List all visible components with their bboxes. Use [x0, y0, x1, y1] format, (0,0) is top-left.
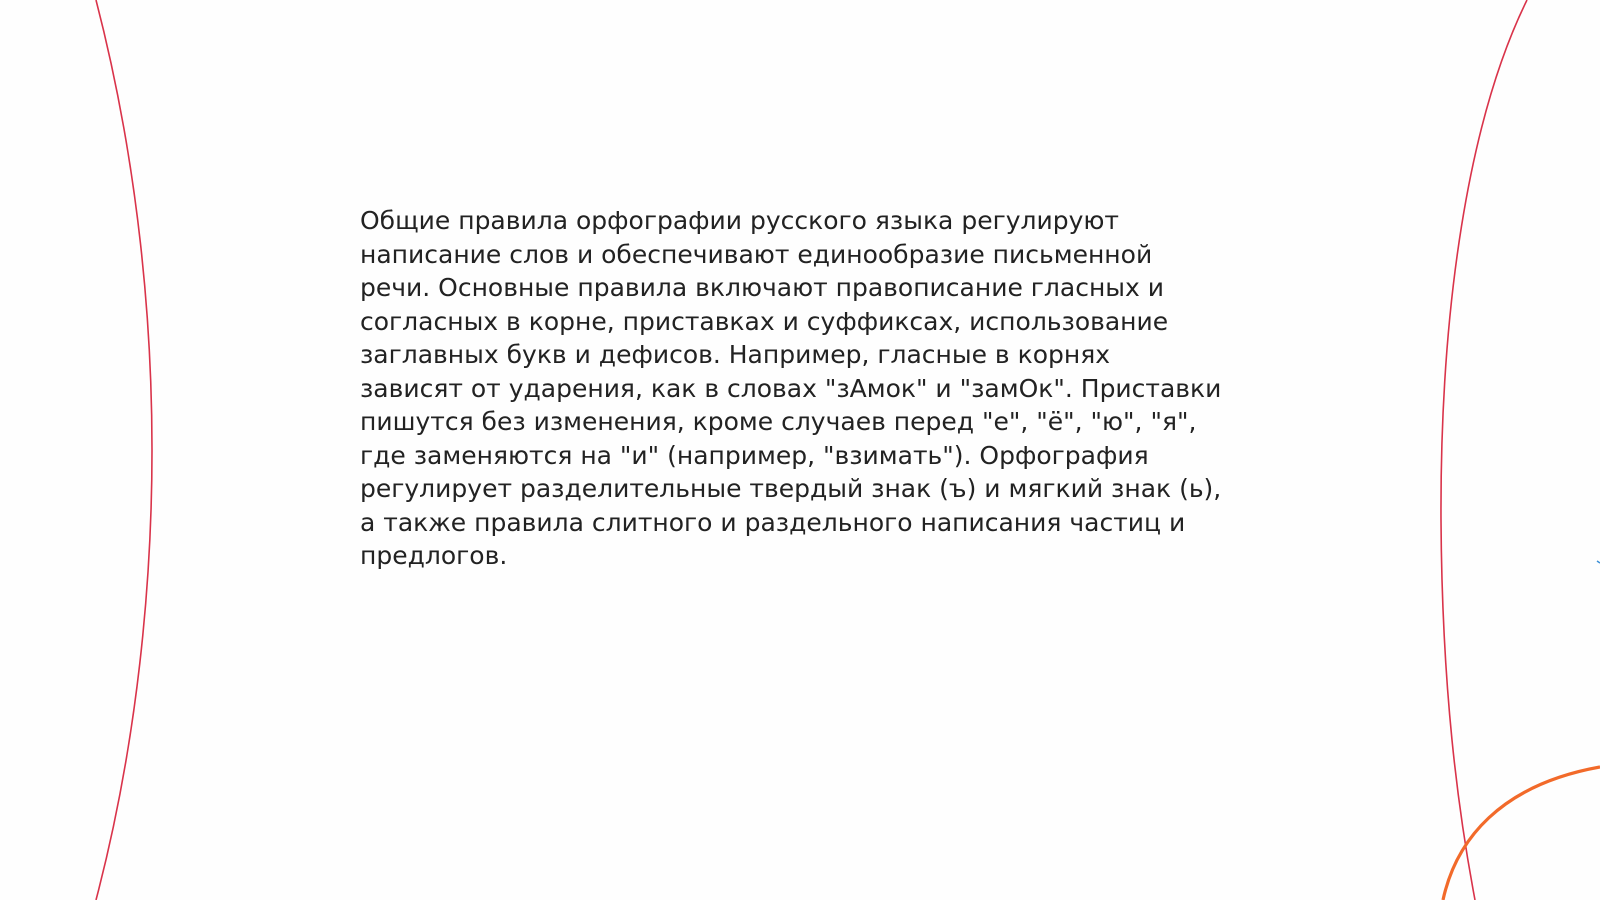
left-curve — [96, 0, 152, 900]
orange-arc — [1443, 767, 1600, 900]
right-curve — [1441, 0, 1527, 900]
body-text: Общие правила орфографии русского языка регулируют написание слов и обеспечивают единообразие письменной речи. Основные правила включают правописание гласных и согласных в корне, приставках и суффиксах, использование заглавных букв и дефисов. Например, гласные в корнях зависят от ударения, как в словах "зАмок" и "замОк". Приставки пишутся без изменения, кроме случаев перед "е", "ё", "ю", "я", где заменяются на "и" (например, "взимать"). Орфография регулирует разделительные твердый знак (ъ) и мягкий знак (ь), а также правила слитного и раздельного написания частиц и предлогов. — [360, 206, 1222, 570]
